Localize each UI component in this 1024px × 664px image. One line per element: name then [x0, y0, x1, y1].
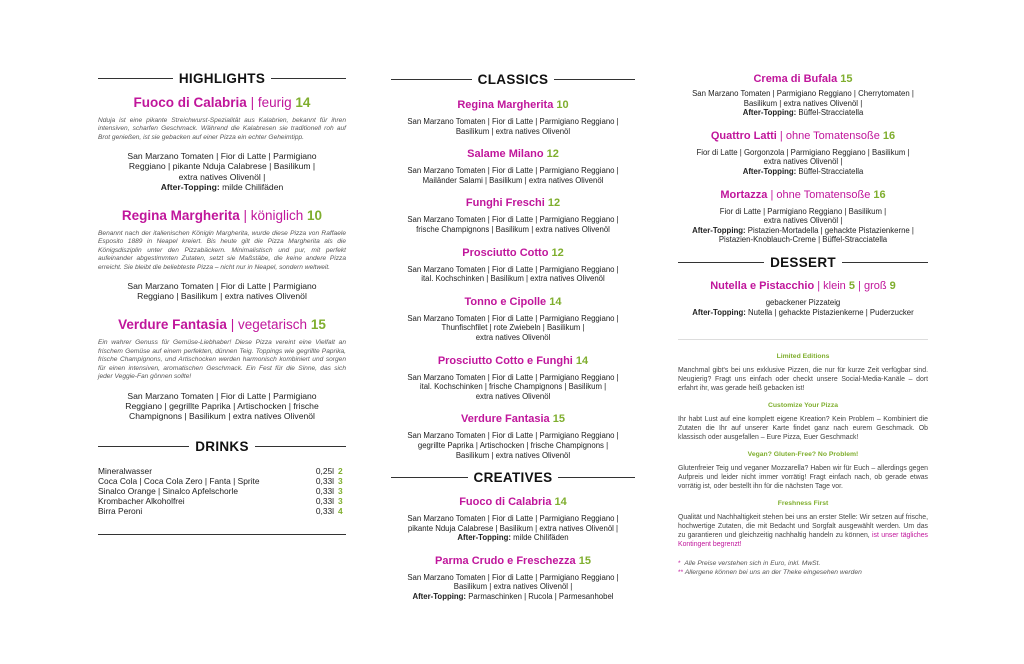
drink-row — [98, 486, 346, 496]
item-price: 15 — [552, 413, 565, 426]
drink-row — [98, 506, 346, 516]
item-ingredients — [98, 151, 346, 192]
drink-name: Mineralwasser — [98, 466, 152, 477]
menu-item-title — [391, 148, 635, 160]
item-price: 14 — [549, 295, 562, 308]
item-price: 14 — [575, 354, 589, 367]
drink-name: Coca Cola | Coca Cola Zero | Fanta | Sprite — [98, 476, 260, 487]
item-price: 12 — [546, 148, 559, 161]
item-ingredients — [391, 431, 635, 460]
item-tag: vegetarisch — [238, 317, 308, 333]
footnote — [678, 568, 928, 577]
drink-name: Birra Peroni — [98, 506, 143, 517]
separator: | — [770, 188, 774, 201]
divider — [558, 477, 635, 478]
footnote — [678, 559, 928, 568]
item-name: Salame Milano — [467, 148, 544, 161]
ingredient-line: Basilikum | extra natives Olivenöl — [455, 450, 571, 460]
footnote-mark: * — [678, 560, 681, 568]
ingredient-line: extra natives Olivenöl | — [178, 171, 266, 182]
dessert-header — [678, 255, 928, 270]
item-price: 15 — [840, 73, 853, 85]
info-title: Customize Your Pizza — [768, 402, 838, 410]
ingredient-line: Pistazien-Knoblauch-Creme | Büffel-Stracciatella — [718, 235, 888, 245]
item-price: 16 — [882, 129, 896, 142]
separator: | — [230, 317, 235, 333]
divider — [554, 79, 635, 80]
section-title: CLASSICS — [477, 72, 549, 87]
drink-size: 0,25l — [315, 466, 334, 477]
drink-size: 0,33l — [315, 496, 334, 507]
item-ingredients — [391, 373, 635, 402]
drinks-list — [98, 466, 346, 516]
footnotes — [678, 559, 928, 577]
menu-item-title — [98, 317, 346, 332]
item-price: 15 — [310, 317, 326, 333]
item-ingredients — [391, 573, 635, 602]
divider — [98, 446, 189, 447]
menu-item-title — [391, 99, 635, 111]
ingredient-line: Basilikum | extra natives Olivenöl | — [743, 98, 863, 108]
item-price: 9 — [889, 279, 896, 292]
item-ingredients — [391, 514, 635, 543]
item-price: 14 — [554, 496, 567, 509]
after-topping-line — [678, 108, 928, 118]
item-description: Benannt nach der italienischen Königin Margherita, wurde diese Pizza von Raffaele Esposito 1889 in Neapel kreiert. Bis heute gilt die Pizza Margherita als die Königsdisziplin unter den Pizzabäckern. Minimalistisch und pur, mit perfekt aufeinander abgestimmten Zutaten, setzt sie Maßstäbe, die keine andere Pizza erreicht. Sie bleibt die beliebteste Pizza – nicht nur in Neapel, sondern weltweit. — [98, 230, 346, 271]
info-text: Ihr habt Lust auf eine komplett eigene Kreation? Kein Problem – Kombiniert die Zutaten die Ihr auf unserer Karte findet ganz nach eurem Geschmack. Ob klassisch oder ausgefallen – Eure Pizza, Euer Geschmack! — [678, 416, 928, 442]
item-ingredients — [391, 314, 635, 343]
ingredient-line: gebackener Pizzateig — [765, 297, 841, 307]
item-name: Parma Crudo e Freschezza — [435, 554, 576, 567]
item-price: 10 — [556, 99, 569, 111]
drink-size: 0,33l — [315, 506, 334, 517]
menu-item-title — [678, 130, 928, 142]
after-topping-label: After-Topping: — [160, 181, 220, 192]
separator: | — [779, 129, 783, 142]
divider — [391, 477, 468, 478]
item-name: Tonno e Cipolle — [464, 295, 547, 308]
item-ingredients — [98, 391, 346, 422]
info-title: Limited Editions — [776, 353, 830, 361]
ingredient-line: frische Champignons | Basilikum | extra natives Olivenöl — [416, 224, 610, 234]
item-ingredients — [391, 215, 635, 234]
item-ingredients — [391, 265, 635, 284]
size-label: groß — [863, 279, 887, 292]
info-text — [678, 513, 928, 549]
after-topping-label: After-Topping: — [742, 108, 797, 118]
drink-row — [98, 466, 346, 476]
item-name: Fuoco di Calabria — [459, 496, 552, 509]
menu-item-title — [391, 355, 635, 367]
menu-item-title — [391, 296, 635, 308]
column-highlights — [98, 0, 346, 535]
ingredient-line: San Marzano Tomaten | Fior di Latte | Parmigiano Reggiano | — [407, 215, 619, 225]
drink-price: 3 — [338, 496, 343, 507]
divider — [678, 262, 764, 263]
divider — [255, 446, 346, 447]
item-ingredients — [98, 281, 346, 301]
after-topping-label: After-Topping: — [742, 166, 797, 176]
item-tag: ohne Tomatensoße — [785, 129, 880, 142]
divider — [678, 339, 928, 340]
highlights-header — [98, 71, 346, 86]
info-highlight: ist unser tägliches Kontingent begrenzt! — [678, 532, 928, 549]
after-topping-label: After-Topping: — [457, 533, 511, 543]
item-price: 10 — [307, 208, 323, 224]
item-ingredients — [678, 298, 928, 317]
ingredient-line: San Marzano Tomaten | Fior di Latte | Parmigiano Reggiano | — [407, 514, 619, 524]
size-label: klein — [823, 279, 846, 292]
item-name: Quattro Latti — [710, 129, 777, 142]
ingredient-line: Mailänder Salami | Basilikum | extra natives Olivenöl — [422, 175, 604, 185]
item-price: 12 — [547, 197, 561, 210]
drink-price: 4 — [338, 506, 343, 517]
ingredient-line: San Marzano Tomaten | Fior di Latte | Parmigiano Reggiano | — [407, 264, 619, 274]
item-name: Verdure Fantasia — [461, 413, 550, 426]
ingredient-line: Thunfischfilet | rote Zwiebeln | Basilikum | — [441, 323, 585, 333]
item-ingredients — [678, 89, 928, 118]
column-classics — [391, 0, 635, 602]
section-title: CREATIVES — [473, 470, 553, 486]
drink-name: Krombacher Alkoholfrei — [98, 496, 185, 507]
after-topping-label: After-Topping: — [412, 592, 467, 602]
ingredient-line: San Marzano Tomaten | Fior di Latte | Parmigiano — [127, 281, 317, 292]
ingredient-line: San Marzano Tomaten | Fior di Latte | Parmigiano — [127, 151, 317, 162]
after-topping-line — [678, 308, 928, 318]
divider — [271, 78, 346, 79]
item-name: Nutella e Pistacchio — [710, 279, 815, 292]
info-title: Vegan? Gluten-Free? No Problem! — [747, 451, 859, 459]
item-price: 14 — [295, 95, 311, 110]
ingredient-line: Basilikum | extra natives Olivenöl — [455, 126, 571, 136]
drink-price: 3 — [338, 486, 343, 497]
info-text-body: Qualität und Nachhaltigkeit stehen bei uns an erster Stelle: Wir setzen auf frische, hochwertige Zutaten, die mit Bedacht und Sorgfalt ausgewählt werden. Um das zu garantieren und gleichzeitig nachhaltig handeln zu können, — [678, 514, 928, 540]
ingredient-line: Reggiano | Basilikum | extra natives Olivenöl — [137, 291, 307, 302]
after-topping-label: After-Topping: — [692, 307, 746, 317]
ingredient-line: Fior di Latte | Parmigiano Reggiano | Basilikum | — [719, 206, 887, 216]
item-ingredients — [391, 117, 635, 136]
ingredient-line: ital. Kochschinken | Basilikum | extra natives Olivenöl — [421, 274, 605, 284]
separator: | — [243, 208, 247, 224]
after-topping-value: milde Chilifäden — [222, 181, 284, 192]
ingredient-line: San Marzano Tomaten | Fior di Latte | Parmigiano Reggiano | — [407, 166, 619, 176]
after-topping-line — [98, 182, 346, 192]
item-name: Mortazza — [720, 188, 768, 201]
classics-header — [391, 72, 635, 87]
ingredient-line: San Marzano Tomaten | Fior di Latte | Parmigiano — [127, 390, 317, 401]
menu-item-title — [391, 496, 635, 508]
menu-item-title — [678, 189, 928, 201]
ingredient-line: ital. Kochschinken | frische Champignons | Basilikum | — [419, 382, 607, 392]
ingredient-line: Basilikum | extra natives Olivenöl | — [453, 582, 573, 592]
ingredient-line: San Marzano Tomaten | Fior di Latte | Parmigiano Reggiano | — [407, 572, 619, 582]
ingredient-line: extra natives Olivenöl | — [763, 216, 843, 226]
bottom-divider — [98, 534, 346, 535]
after-topping-value: Pistazien-Mortadella | gehackte Pistazienkerne | — [747, 225, 914, 235]
after-topping-line — [391, 533, 635, 543]
after-topping-line — [678, 167, 928, 177]
after-topping-value: Büffel-Stracciatella — [798, 108, 864, 118]
column-creatives-dessert — [678, 0, 928, 578]
ingredient-line: Reggiano | pikante Nduja Calabrese | Basilikum | — [128, 161, 316, 172]
ingredient-line: extra natives Olivenöl | — [763, 157, 843, 167]
after-topping-value: Nutella | gehackte Pistazienkerne | Puderzucker — [748, 307, 914, 317]
menu-item-title — [678, 73, 928, 85]
ingredient-line: San Marzano Tomaten | Fior di Latte | Parmigiano Reggiano | — [407, 372, 619, 382]
item-description: Nduja ist eine pikante Streichwurst-Spezialität aus Kalabrien, bekannt für ihren intensiven, scharfen Geschmack. Während die Kalabresen sie traditionell roh auf Brot genießen, ist sie gebacken auf einer Pizza ein echter Geheimtipp. — [98, 117, 346, 141]
item-tag: feurig — [257, 95, 292, 110]
creatives-header — [391, 470, 635, 485]
divider — [391, 79, 472, 80]
ingredient-line: San Marzano Tomaten | Fior di Latte | Parmigiano Reggiano | — [407, 313, 619, 323]
item-ingredients — [391, 166, 635, 185]
info-text: Glutenfreier Teig und veganer Mozzarella? Haben wir für Euch – allerdings gegen Aufpreis und leider nicht immer vorrätig! Fragt einfach nach, ob gerade etwas vorrätig ist, oder bestellt ihn für die nächsten Tage vor. — [678, 465, 928, 491]
item-price: 5 — [848, 279, 855, 292]
drink-name: Sinalco Orange | Sinalco Apfelschorle — [98, 486, 238, 497]
drink-size: 0,33l — [315, 486, 334, 497]
item-tag: ohne Tomatensoße — [776, 188, 871, 201]
ingredient-line: gegrillte Paprika | Artischocken | frische Champignons | — [417, 440, 609, 450]
item-name: Regina Margherita — [457, 99, 554, 111]
ingredient-line: San Marzano Tomaten | Fior di Latte | Parmigiano Reggiano | — [407, 117, 619, 126]
drink-price: 3 — [338, 476, 343, 487]
ingredient-line: pikante Nduja Calabrese | Basilikum | extra natives Olivenöl | — [407, 523, 619, 533]
after-topping-value: Parmaschinken | Rucola | Parmesanhobel — [468, 592, 614, 602]
ingredient-line: extra natives Olivenöl — [475, 391, 551, 401]
menu-item-title — [98, 95, 346, 110]
menu-item-title — [391, 555, 635, 567]
separator: | — [250, 95, 255, 110]
item-name: Regina Margherita — [121, 208, 240, 224]
item-ingredients — [678, 207, 928, 245]
after-topping-line — [678, 226, 928, 236]
ingredient-line: Champignons | Basilikum | extra natives Olivenöl — [129, 410, 315, 421]
drink-row — [98, 496, 346, 506]
ingredient-line: Reggiano | gegrillte Paprika | Artischocken | frische — [125, 400, 319, 411]
ingredient-line: San Marzano Tomaten | Parmigiano Reggiano | Cherrytomaten | — [692, 89, 914, 98]
footnote-mark: ** — [678, 569, 684, 577]
ingredient-line: San Marzano Tomaten | Fior di Latte | Parmigiano Reggiano | — [407, 431, 619, 441]
after-topping-value: Büffel-Stracciatella — [798, 166, 864, 176]
menu-item-title — [98, 208, 346, 223]
item-tag: königlich — [250, 208, 304, 224]
item-name: Prosciutto Cotto e Funghi — [437, 354, 573, 367]
divider — [98, 78, 173, 79]
after-topping-value: milde Chilifäden — [513, 533, 569, 543]
ingredient-line: Fior di Latte | Gorgonzola | Parmigiano Reggiano | Basilikum | — [696, 147, 910, 157]
info-title: Freshness First — [777, 500, 829, 508]
item-price: 12 — [551, 246, 564, 259]
item-ingredients — [678, 148, 928, 177]
item-name: Funghi Freschi — [465, 197, 545, 210]
item-price: 16 — [873, 188, 886, 201]
item-name: Crema di Bufala — [753, 73, 838, 85]
menu-item-title — [391, 413, 635, 425]
menu-item-title — [391, 247, 635, 259]
ingredient-line: extra natives Olivenöl — [475, 332, 551, 342]
item-description: Ein wahrer Genuss für Gemüse-Liebhaber! Diese Pizza vereint eine Vielfalt an frischem Gemüse auf einem perfekten, dünnen Teig. Toppings wie gegrillte Paprika, frische Champignons, und Artischocken werden harmonisch kombiniert und sorgen für einen intensiven, aromatischen Geschmack. Ein Fest für die Sinne, das sich jeder Veggie-Fan gönnen sollte! — [98, 339, 346, 381]
separator: | — [817, 279, 821, 292]
item-name: Prosciutto Cotto — [462, 246, 549, 259]
menu-item-title — [678, 280, 928, 292]
footnote-text: Alle Preise verstehen sich in Euro, inkl. MwSt. — [684, 560, 821, 568]
drink-row — [98, 476, 346, 486]
info-text: Manchmal gibt's bei uns exklusive Pizzen, die nur für kurze Zeit verfügbar sind. Neugierig? Fragt uns einfach oder checkt unsere Social-Media-Kanäle – dort erfahrt ihr, was gerade heiß gebacken ist! — [678, 367, 928, 393]
after-topping-line — [391, 592, 635, 602]
after-topping-label: After-Topping: — [692, 225, 746, 235]
divider — [842, 262, 928, 263]
item-name: Fuoco di Calabria — [133, 95, 247, 110]
section-title: DESSERT — [770, 254, 836, 270]
drink-price: 2 — [338, 466, 343, 477]
section-title: DRINKS — [195, 439, 249, 455]
item-name: Verdure Fantasia — [118, 317, 227, 333]
menu-item-title — [391, 197, 635, 209]
footnote-text: Allergene können bei uns an der Theke eingesehen werden — [684, 569, 862, 577]
drinks-header — [98, 439, 346, 454]
item-price: 15 — [578, 554, 591, 567]
section-title: HIGHLIGHTS — [178, 71, 266, 86]
separator: | — [858, 279, 861, 292]
drink-size: 0,33l — [315, 476, 334, 487]
